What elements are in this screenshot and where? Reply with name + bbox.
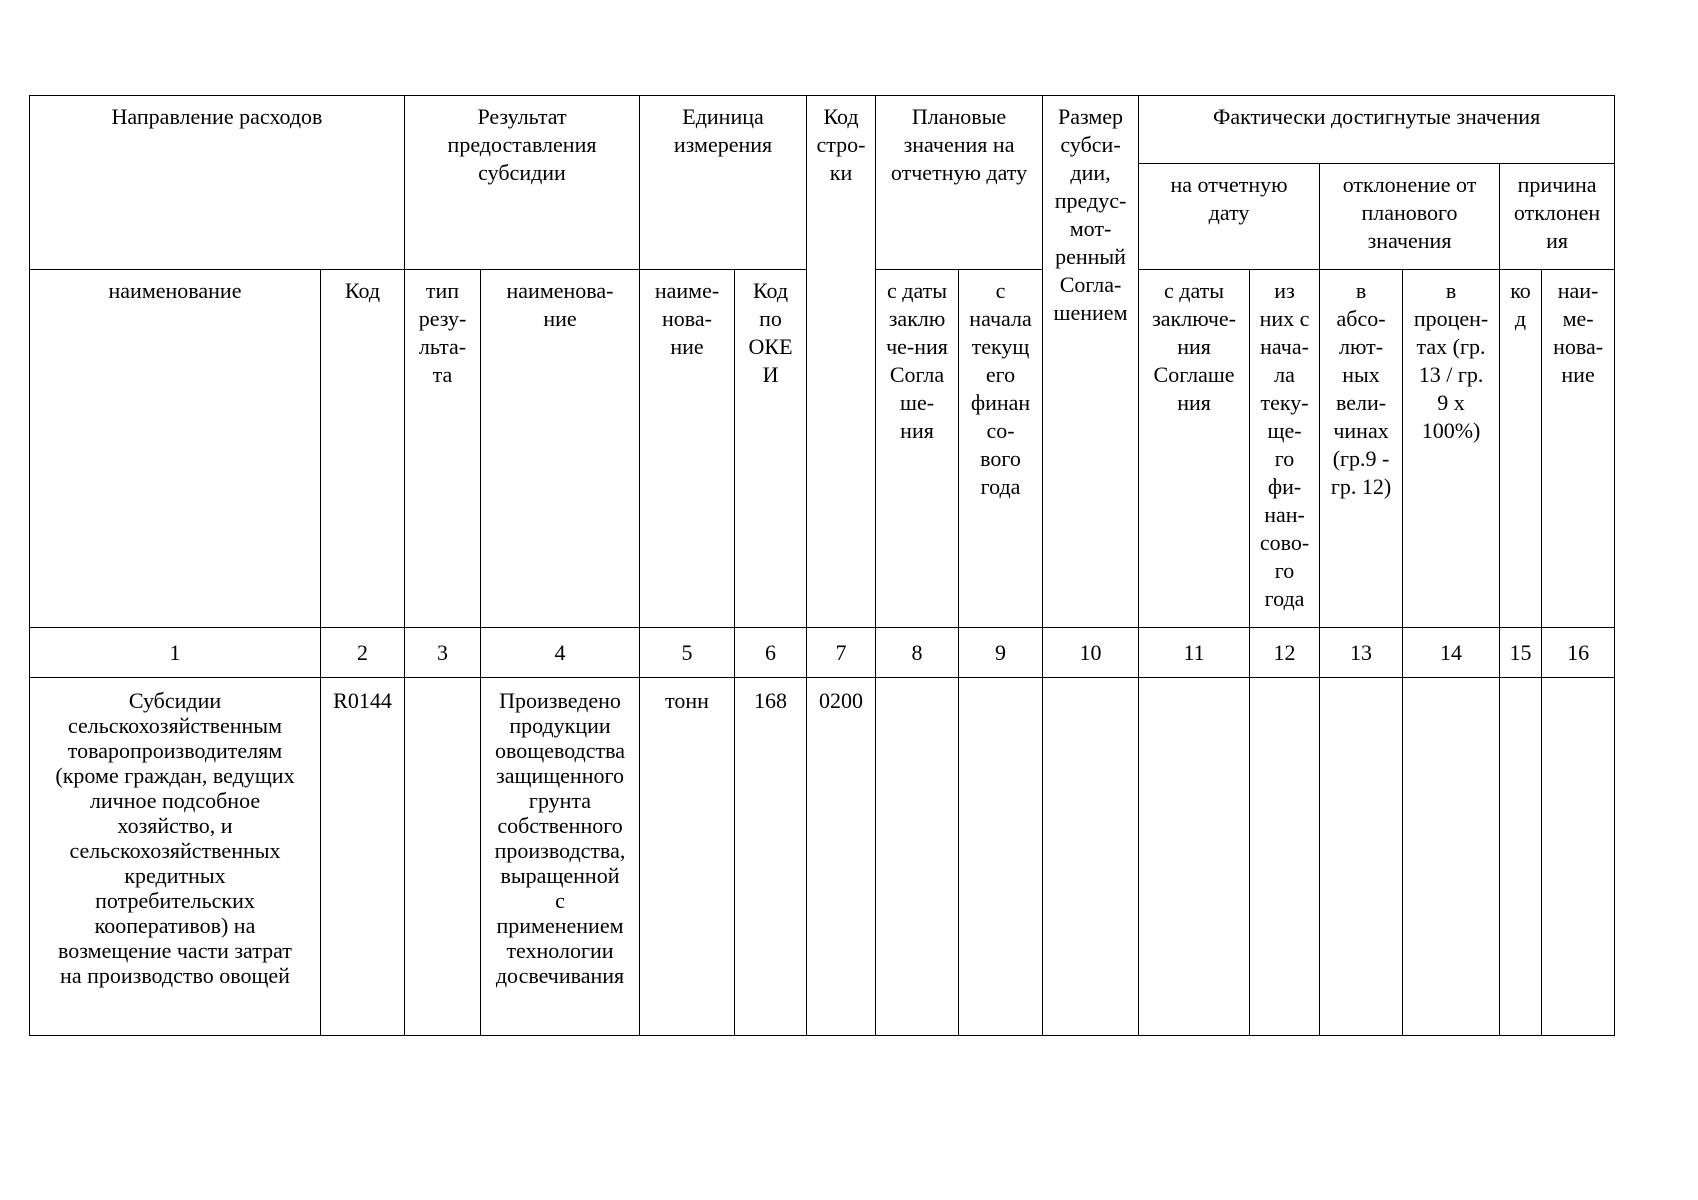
header-reason-code: ко д (1500, 270, 1542, 628)
column-number-row (30, 628, 1615, 678)
column-number: 14 (1403, 628, 1500, 678)
header-dev-absolute: в абсо- лют- ных вели- чинах (гр.9 - гр. 12) (1320, 270, 1403, 628)
header-result-type: тип резу- льта- та (405, 270, 481, 628)
cell-reason-name (1542, 678, 1615, 1036)
table-row (30, 678, 1615, 1036)
column-number: 16 (1542, 628, 1615, 678)
cell-reason-code (1500, 678, 1542, 1036)
cell-direction-code: R0144 (321, 678, 405, 1036)
header-on-report-date: на отчетную дату (1139, 164, 1320, 270)
cell-line-code: 0200 (807, 678, 876, 1036)
header-planned: Плановые значения на отчетную дату (876, 96, 1043, 270)
header-plan-from-agreement: с даты заклю че-ния Согла ше- ния (876, 270, 959, 628)
header-line-code: Код стро- ки (807, 96, 876, 628)
report-table (29, 95, 1615, 1036)
header-reason: причина отклонен ия (1500, 164, 1615, 270)
cell-fact-from-agreement (1139, 678, 1250, 1036)
header-reason-name: наи- ме- нова- ние (1542, 270, 1615, 628)
header-row-top (30, 96, 1615, 164)
column-number: 11 (1139, 628, 1250, 678)
header-subsidy-size: Размер субси- дии, предус- мот- ренный Согла- шением (1043, 96, 1139, 628)
header-fact-from-year-start: из них с нача- ла теку- ще- го фи- нан- сово- го года (1250, 270, 1320, 628)
cell-result-type (405, 678, 481, 1036)
cell-fact-from-year-start (1250, 678, 1320, 1036)
column-number: 10 (1043, 628, 1139, 678)
cell-direction-name: Субсидии сельскохозяйственным товаропроизводителям (кроме граждан, ведущих личное подсобное хозяйство, и сельскохозяйственных кредитных потребительских кооперативов) на возмещение части затрат на производство овощей (30, 678, 321, 1036)
column-number: 3 (405, 628, 481, 678)
header-result: Результат предоставления субсидии (405, 96, 640, 270)
column-number: 2 (321, 628, 405, 678)
header-unit: Единица измерения (640, 96, 807, 270)
column-number: 6 (735, 628, 807, 678)
header-direction: Направление расходов (30, 96, 405, 270)
cell-subsidy-size (1043, 678, 1139, 1036)
cell-dev-percent (1403, 678, 1500, 1036)
column-number: 5 (640, 628, 735, 678)
cell-result-name: Произведено продукции овощеводства защищенного грунта собственного производства, выращенной с применением технологии досвечивания (481, 678, 640, 1036)
header-deviation: отклонение от планового значения (1320, 164, 1500, 270)
cell-plan-from-year-start (959, 678, 1043, 1036)
cell-dev-absolute (1320, 678, 1403, 1036)
column-number: 12 (1250, 628, 1320, 678)
column-number: 4 (481, 628, 640, 678)
header-name: наименование (30, 270, 321, 628)
header-fact-from-agreement: с даты заключе- ния Соглаше ния (1139, 270, 1250, 628)
column-number: 1 (30, 628, 321, 678)
header-dev-percent: в процен- тах (гр. 13 / гр. 9 x 100%) (1403, 270, 1500, 628)
column-number: 15 (1500, 628, 1542, 678)
column-number: 8 (876, 628, 959, 678)
column-number: 9 (959, 628, 1043, 678)
header-okei-code: Код по ОКЕ И (735, 270, 807, 628)
cell-unit-name: тонн (640, 678, 735, 1036)
cell-plan-from-agreement (876, 678, 959, 1036)
header-code: Код (321, 270, 405, 628)
header-actual: Фактически достигнутые значения (1139, 96, 1615, 164)
header-result-name: наименова- ние (481, 270, 640, 628)
column-number: 7 (807, 628, 876, 678)
cell-okei-code: 168 (735, 678, 807, 1036)
header-unit-name: наиме- нова- ние (640, 270, 735, 628)
header-plan-from-year-start: с начала текущ его финан со- вого года (959, 270, 1043, 628)
column-number: 13 (1320, 628, 1403, 678)
